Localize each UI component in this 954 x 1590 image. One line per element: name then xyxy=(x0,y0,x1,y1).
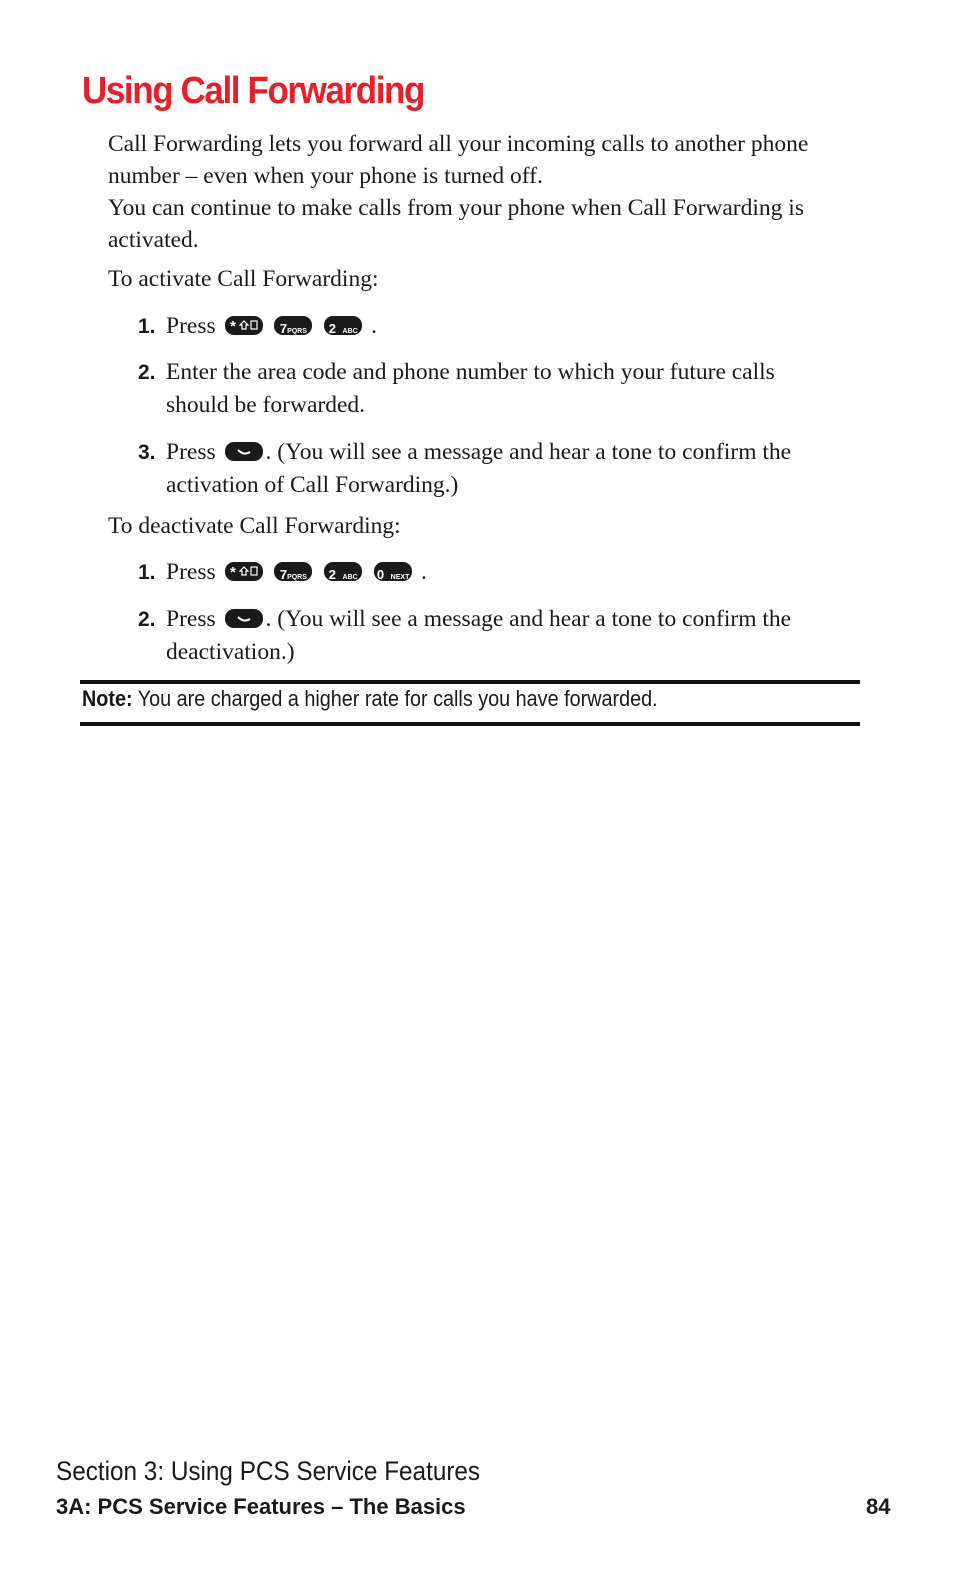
star-shift-key-icon xyxy=(225,316,263,335)
step-press-label: Press xyxy=(166,313,216,339)
two-key-icon: 2 ABC xyxy=(324,562,362,581)
step-end: . xyxy=(371,313,377,339)
seven-key-icon: 7PQRS xyxy=(274,316,312,335)
seven-key-icon: 7PQRS xyxy=(274,562,312,581)
star-shift-key-icon xyxy=(225,562,263,581)
two-key-icon: 2 ABC xyxy=(324,316,362,335)
step-number: 2. xyxy=(138,361,156,384)
svg-text:*: * xyxy=(229,564,236,582)
footer-chapter-title: 3A: PCS Service Features – The Basics xyxy=(56,1494,466,1519)
step-press-label: Press xyxy=(166,606,216,632)
deactivate-heading: To deactivate Call Forwarding: xyxy=(108,513,401,539)
note-top-rule xyxy=(80,680,860,684)
step-end: . xyxy=(421,559,427,585)
talk-key-icon xyxy=(225,609,263,628)
talk-key-icon xyxy=(225,442,263,461)
activate-heading: To activate Call Forwarding: xyxy=(108,266,379,292)
note-bottom-rule xyxy=(80,722,860,726)
step-press-label: Press xyxy=(166,439,216,465)
note-label: Note: xyxy=(82,686,133,711)
step-text: Enter the area code and phone number to which your future calls should be forwarded. xyxy=(166,359,775,418)
step-number: 1. xyxy=(138,561,156,584)
note xyxy=(82,686,658,712)
page-number: 84 xyxy=(866,1494,891,1519)
intro-paragraph-1: Call Forwarding lets you forward all your incoming calls to another phone number – even when your phone is turned off. xyxy=(108,131,809,189)
note-text: You are charged a higher rate for calls you have forwarded. xyxy=(137,686,658,711)
step-number: 2. xyxy=(138,608,156,631)
intro-paragraph-2: You can continue to make calls from your phone when Call Forwarding is activated. xyxy=(108,195,804,253)
footer-section-title: Section 3: Using PCS Service Features xyxy=(56,1456,481,1486)
step-text: . (You will see a message and hear a tone to confirm the activation of Call Forwarding.) xyxy=(166,439,792,498)
svg-text:*: * xyxy=(229,318,236,336)
step-text: . (You will see a message and hear a tone to confirm the deactivation.) xyxy=(166,606,792,665)
step-number: 3. xyxy=(138,441,156,464)
step-number: 1. xyxy=(138,315,156,338)
page-title: Using Call Forwarding xyxy=(82,70,425,112)
zero-key-icon: 0 NEXT xyxy=(374,562,412,581)
step-press-label: Press xyxy=(166,559,216,585)
